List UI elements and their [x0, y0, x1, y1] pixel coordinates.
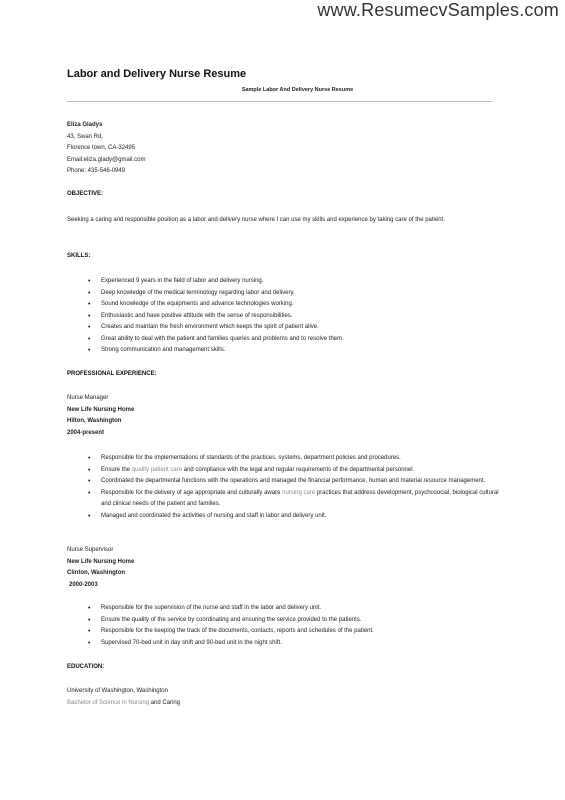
skill-item: • Great ability to deal with the patient and families queries and problems and to resolve them.: [88, 334, 501, 346]
objective-heading: OBJECTIVE:: [67, 191, 104, 197]
duty-item: • Coordinated the departmental functions with the operations and managed the financial performance, human and material resource management.: [88, 476, 501, 488]
job-period: 2000-2003: [69, 581, 98, 588]
duty-item: • Ensure the quality patient care and compliance with the legal and regular requirements of the departmental personnel.: [88, 465, 501, 477]
site-watermark: www.ResumecvSamples.com: [317, 0, 559, 20]
contact-name: Eliza Gladys: [67, 122, 103, 128]
education-heading: EDUCATION:: [67, 664, 105, 670]
contact-address-line-2: Florence town, CA-32495: [67, 145, 136, 151]
job-employer: New Life Nursing Home: [67, 558, 135, 565]
contact-email: Email:eliza.glady@gmail.com: [67, 156, 146, 163]
contact-phone: Phone: 435-546-0949: [67, 168, 126, 174]
job-duties-nurse-manager: [88, 453, 501, 522]
document-subtitle: Sample Labor And Delivery Nurse Resume: [241, 87, 354, 93]
duty-item: • Responsible for the implementations of standards of the practices, systems, department policies and procedures.: [88, 453, 501, 465]
skills-heading: SKILLS:: [67, 253, 91, 259]
job-role: Nurse Supervisor: [67, 547, 114, 553]
skill-item: • Experienced 9 years in the field of labor and delivery nursing.: [88, 276, 501, 288]
duty-item: • Responsible for the supervision of the nurse and staff in the labor and delivery unit.: [88, 603, 501, 615]
skills-list: [88, 276, 501, 357]
skill-item: • Creates and maintain the fresh environment which keeps the spirit of patient alive.: [88, 322, 501, 334]
skill-item: • Enthusiastic and have positive attitude with the sense of responsibilities.: [88, 311, 501, 323]
duty-item: • Responsible for the keeping the track of the documents, contacts, reports and schedules of the patient.: [88, 626, 501, 638]
duty-item: • Supervised 70-bed unit in day shift and 90-bed unit in the night shift.: [88, 638, 501, 650]
document-title: Labor and Delivery Nurse Resume: [67, 68, 247, 80]
job-header-nurse-manager: [67, 393, 134, 439]
objective-text: Seeking a caring and responsible position as a labor and delivery nurse where I can use my skills and experience by taking care of the patient.: [67, 217, 445, 223]
header-divider: [67, 101, 492, 102]
education-block: [67, 686, 180, 709]
skill-item: • Strong communication and management skills.: [88, 345, 501, 357]
job-location: Hilton, Washington: [67, 418, 122, 424]
duty-item: • Responsible for the delivery of age appropriate and culturally aware nursing care practices that address development, psychosocial, biological cultural and clinical needs of the patient and families.: [88, 488, 501, 511]
job-employer: New Life Nursing Home: [67, 406, 135, 413]
education-school: University of Washington, Washington: [67, 688, 168, 694]
job-period: 2004-present: [67, 429, 105, 436]
job-duties-nurse-supervisor: [88, 603, 501, 649]
education-degree: Bachelor of Science in Nursing and Caring: [67, 699, 181, 706]
contact-address-line-1: 43, Swan Rd,: [67, 133, 104, 140]
skill-item: • Deep knowledge of the medical terminology regarding labor and delivery.: [88, 288, 501, 300]
duty-item: • Managed and coordinated the activities of nursing and staff in labor and delivery unit.: [88, 511, 501, 523]
job-header-nurse-supervisor: [67, 545, 134, 591]
duty-item: • Ensure the quality of the service by coordinating and ensuring the service provided to the patients.: [88, 615, 501, 627]
skill-item: • Sound knowledge of the equipments and advance technologies working.: [88, 299, 501, 311]
experience-heading: PROFESSIONAL EXPERIENCE:: [67, 371, 157, 377]
job-location: Clinton, Washington: [67, 570, 126, 576]
job-role: Nurse Manager: [67, 395, 109, 401]
contact-block: [67, 120, 145, 178]
